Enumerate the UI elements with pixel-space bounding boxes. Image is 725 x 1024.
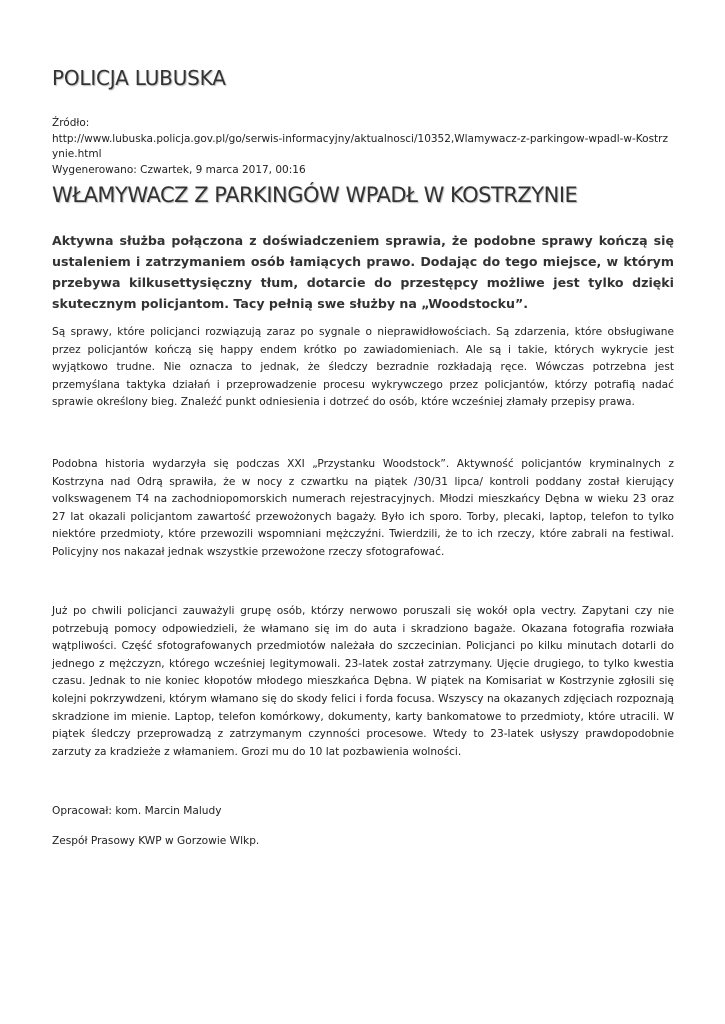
source-label: Źródło: xyxy=(52,117,90,129)
article-paragraph-1: Są sprawy, które policjanci rozwiązują zaraz po sygnale o nieprawidłowościach. Są zdarzenia, które obsługiwane przez policjantów kończą się happy endem krótko po zawiadomieniach. Ale są i takie, których wykrycie jest wyjątkowo trudne. Nie oznacza to jednak, że śledczy bezradnie rozkładają ręce. Wówczas potrzebna jest przemyślana taktyka działań i przeprowadzenie procesu wykrywczego przez policjantów, którzy potrafią nadać sprawie określony bieg. Znaleźć punkt odniesienia i dotrzeć do osób, które wcześniej złamały przepisy prawa. xyxy=(52,326,674,409)
organization-title: POLICJA LUBUSKA xyxy=(52,66,226,90)
source-url: http://www.lubuska.policja.gov.pl/go/serwis-informacyjny/aktualnosci/10352,Wlamywacz-z-parkingow-wpadl-w-Kostrzynie.html xyxy=(52,132,668,160)
press-team: Zespół Prasowy KWP w Gorzowie Wlkp. xyxy=(52,835,260,847)
article-paragraph-2: Podobna historia wydarzyła się podczas XXI „Przystanku Woodstock”. Aktywność policjantów kryminalnych z Kostrzyna nad Odrą sprawiła, że w nocy z czwartku na piątek /30/31 lipca/ kontroli poddany został kierujący volkswagenem T4 na zachodniopomorskich numerach rejestracyjnych. Młodzi mieszkańcy Dębna w wieku 23 oraz 27 lat okazali policjantom zawartość przewożonych bagaży. Było ich sporo. Torby, plecaki, laptop, telefon to tylko niektóre przedmioty, które przewozili wspomniani mężczyźni. Twierdzili, że to ich rzeczy, które zabrali na festiwal. Policyjny nos nakazał jednak wszystkie przewożone rzeczy sfotografować. xyxy=(52,458,674,558)
source-meta xyxy=(52,116,674,178)
generated-date: Wygenerowano: Czwartek, 9 marca 2017, 00:16 xyxy=(52,163,306,176)
article-paragraph-3: Już po chwili policjanci zauważyli grupę osób, którzy nerwowo poruszali się wokół opla vectry. Zapytani czy nie potrzebują pomocy odpowiedzieli, że włamano się im do auta i skradziono bagaże. Okazana fotografia rozwiała wątpliwości. Część sfotografowanych przedmiotów należała do szczecinian. Policjanci po kilku minutach dotarli do jednego z mężczyzn, którego wcześniej legitymowali. 23-latek został zatrzymany. Ujęcie drugiego, to tylko kwestia czasu. Jednak to nie koniec kłopotów młodego mieszkańca Dębna. W piątek na Komisariat w Kostrzynie zgłosili się kolejni pokrzywdzeni, którym włamano się do skody felici i forda focusa. Wszyscy na okazanych zdjęciach rozpoznają skradzione im mienie. Laptop, telefon komórkowy, dokumenty, karty bankomatowe to przedmioty, które utracili. W piątek śledczy przeprowadzą z zatrzymanym czynności procesowe. Wtedy to 23-latek usłyszy prawdopodobnie zarzuty za kradzieże z włamaniem. Grozi mu do 10 lat pozbawienia wolności. xyxy=(52,605,674,758)
article-lead: Aktywna służba połączona z doświadczeniem sprawia, że podobne sprawy kończą się ustaleniem i zatrzymaniem osób łamiących prawo. Dodając do tego miejsce, w którym przebywa kilkusettysięczny tłum, dotarcie do przestępcy możliwe jest tylko dzięki skutecznym policjantom. Tacy pełnią swe służby na „Woodstocku”. xyxy=(52,233,674,311)
article-author: Opracował: kom. Marcin Maludy xyxy=(52,805,222,817)
article-title: WŁAMYWACZ Z PARKINGÓW WPADŁ W KOSTRZYNIE xyxy=(52,183,578,207)
